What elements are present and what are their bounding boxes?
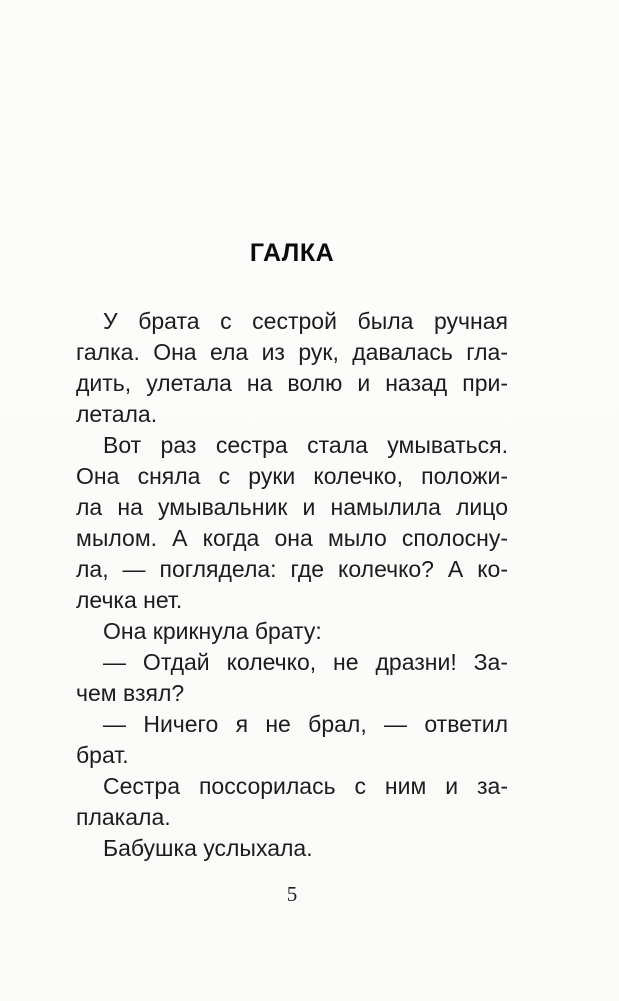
text-line: Она крикнула брату: <box>103 618 322 644</box>
text-line: летала. <box>76 401 158 427</box>
text-line: лечка нет. <box>76 587 183 613</box>
text-line: У брата с сестрой была ручная <box>103 308 508 334</box>
text-line: брат. <box>76 742 129 768</box>
story-text <box>76 306 508 864</box>
text-line: галка. Она ела из рук, давалась гла- <box>76 339 508 365</box>
text-line: ла, — поглядела: где колечко? А ко- <box>76 556 508 582</box>
text-line: плакала. <box>76 804 171 830</box>
text-line: Вот раз сестра стала умываться. <box>103 432 508 458</box>
text-line: мылом. А когда она мыло сполосну- <box>76 525 508 551</box>
story-title: ГАЛКА <box>249 239 335 267</box>
text-line: Сестра поссорилась с ним и за- <box>103 773 508 799</box>
text-line: Она сняла с руки колечко, положи- <box>76 463 508 489</box>
text-line: дить, улетала на волю и назад при- <box>76 370 508 396</box>
text-line: Бабушка услыхала. <box>103 835 313 861</box>
text-line: — Отдай колечко, не дразни! За- <box>103 649 508 675</box>
text-line: ла на умывальник и намылила лицо <box>76 494 508 520</box>
text-line: — Ничего я не брал, — ответил <box>103 711 508 737</box>
text-line: чем взял? <box>76 680 185 706</box>
page-number: 5 <box>286 882 298 906</box>
